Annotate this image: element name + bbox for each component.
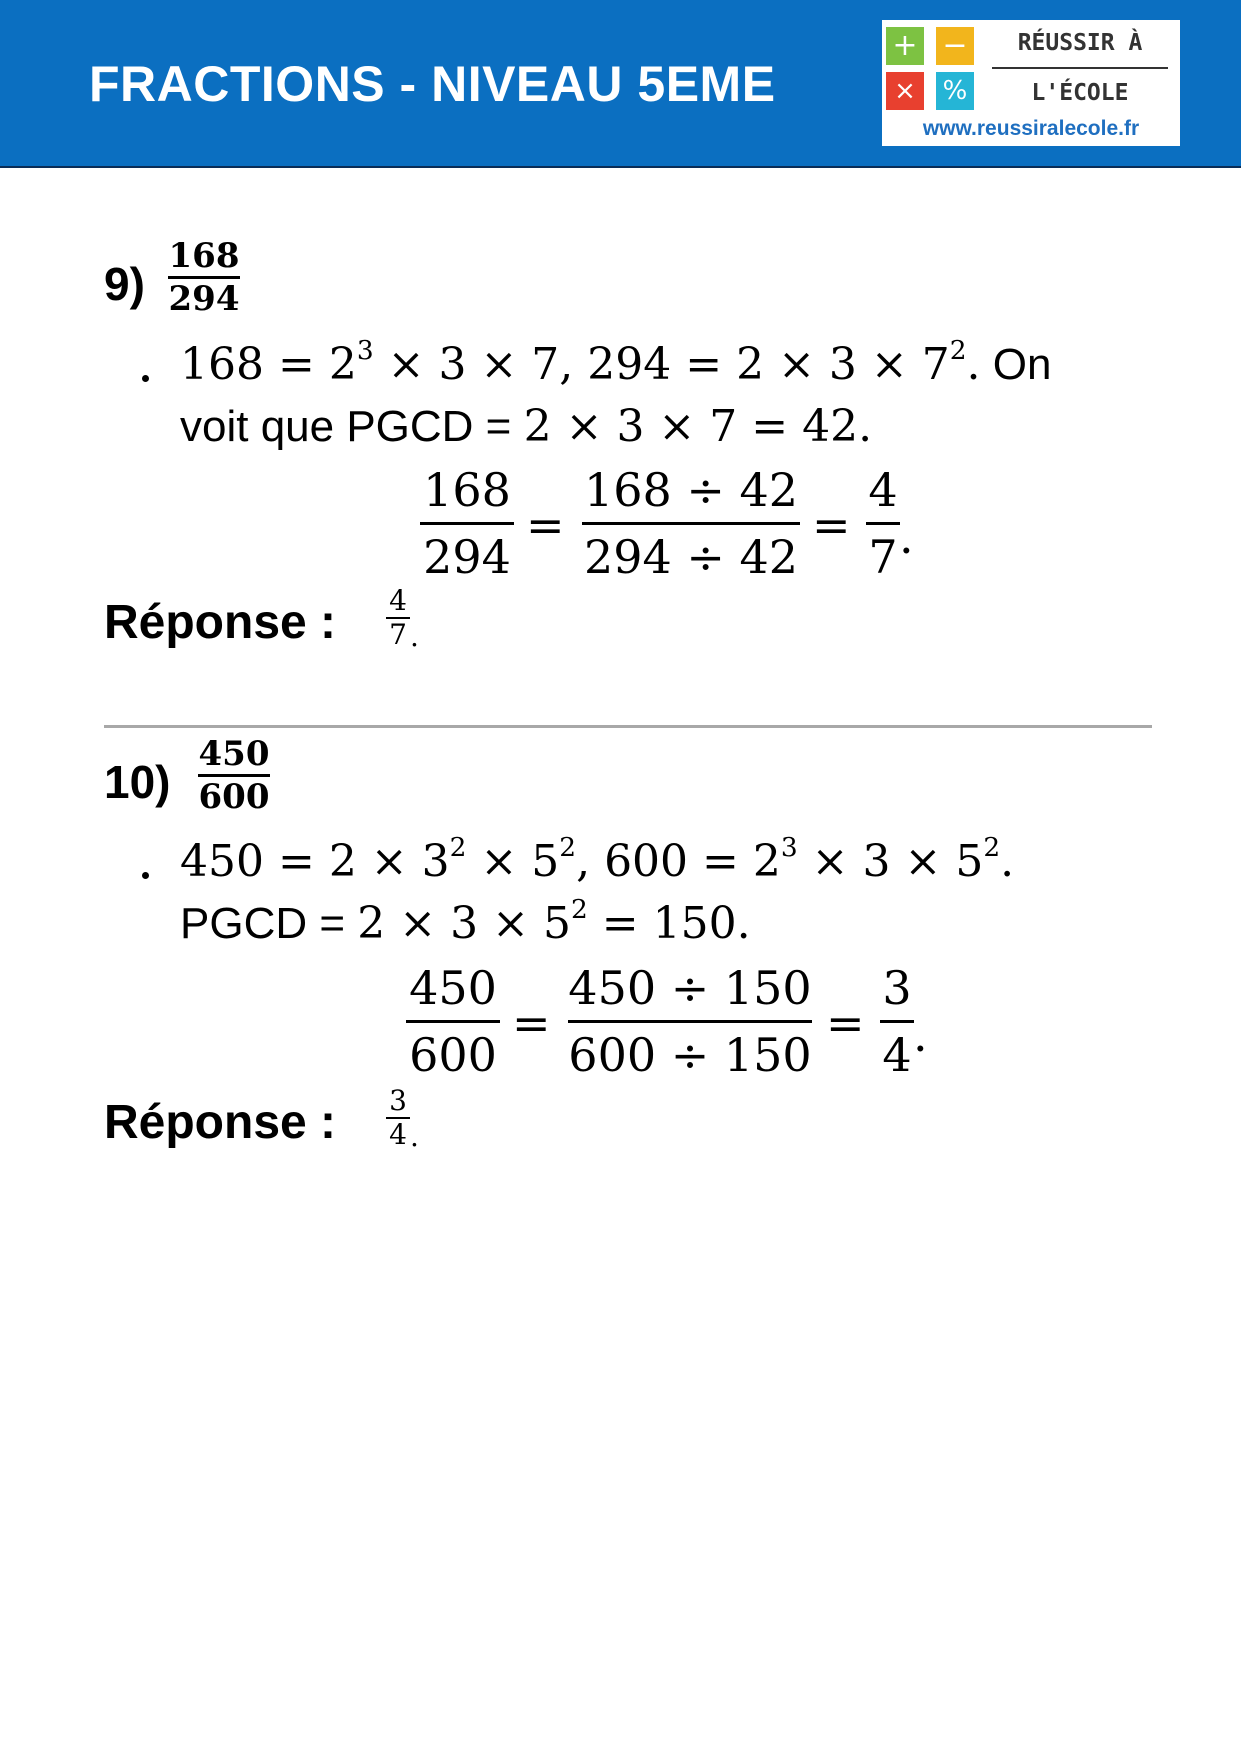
bullet-icon [142,872,149,879]
logo-text-line1: RÉUSSIR À [1017,30,1143,56]
factorization-line: $450 = 2 \times 3^2 \times 5^2$, $600 = 2^3 \times 3 \times 5^2$. [180,832,1015,887]
header-banner [0,0,1241,168]
plus-icon: + [886,27,924,65]
equation-fraction-1: 168 294 [420,458,514,589]
equals-sign: = [826,996,865,1050]
answer-fraction: 4 7 [386,585,410,651]
period: . [913,1008,928,1062]
problem-fraction [198,734,270,817]
fraction-denominator: 600 [198,777,270,817]
answer-label: Réponse : [104,596,337,649]
percent-icon: % [936,72,974,110]
fraction-numerator: 450 [198,734,270,774]
equals-sign: = [812,498,851,552]
period: . [410,1120,419,1153]
equals-sign: = [526,498,565,552]
problem-fraction [168,236,240,319]
answer-label: Réponse : [104,1096,337,1149]
problem-number: 9) [104,258,145,310]
times-icon: × [886,72,924,110]
equation-fraction-1: 450 600 [406,956,500,1087]
pgcd-line: PGCD = $2 \times 3 \times 5^2 = 150$. [180,894,751,949]
logo-url[interactable]: www.reussiralecole.fr [922,117,1140,140]
bullet-icon [142,375,149,382]
problem-number: 10) [104,756,171,808]
period: . [899,510,914,564]
answer-fraction: 3 4 [386,1085,410,1151]
page-title: FRACTIONS - NIVEAU 5EME [89,56,776,112]
pgcd-line: voit que PGCD = 2 × 3 × 7 = 42. [180,401,873,452]
factorization-line: $168 = 2^3 \times 3 \times 7$, $294 = 2 \times 3 \times 7^2$. On [180,335,1052,390]
equation-fraction-2: 168 ÷ 42 294 ÷ 42 [583,463,799,584]
logo-divider [992,67,1168,69]
equation-fraction-3: 3 4 [880,956,914,1087]
equation-fraction-2: 450 ÷ 150 600 ÷ 150 [568,961,812,1082]
equation-fraction-3: 4 7 [866,458,900,589]
section-divider [104,725,1152,728]
period: . [410,620,419,653]
fraction-denominator: 294 [168,279,240,319]
logo-text-line2: L'ÉCOLE [1031,80,1129,106]
equals-sign: = [512,996,551,1050]
fraction-numerator: 168 [168,236,240,276]
minus-icon: − [936,27,974,65]
site-logo[interactable] [882,20,1180,146]
